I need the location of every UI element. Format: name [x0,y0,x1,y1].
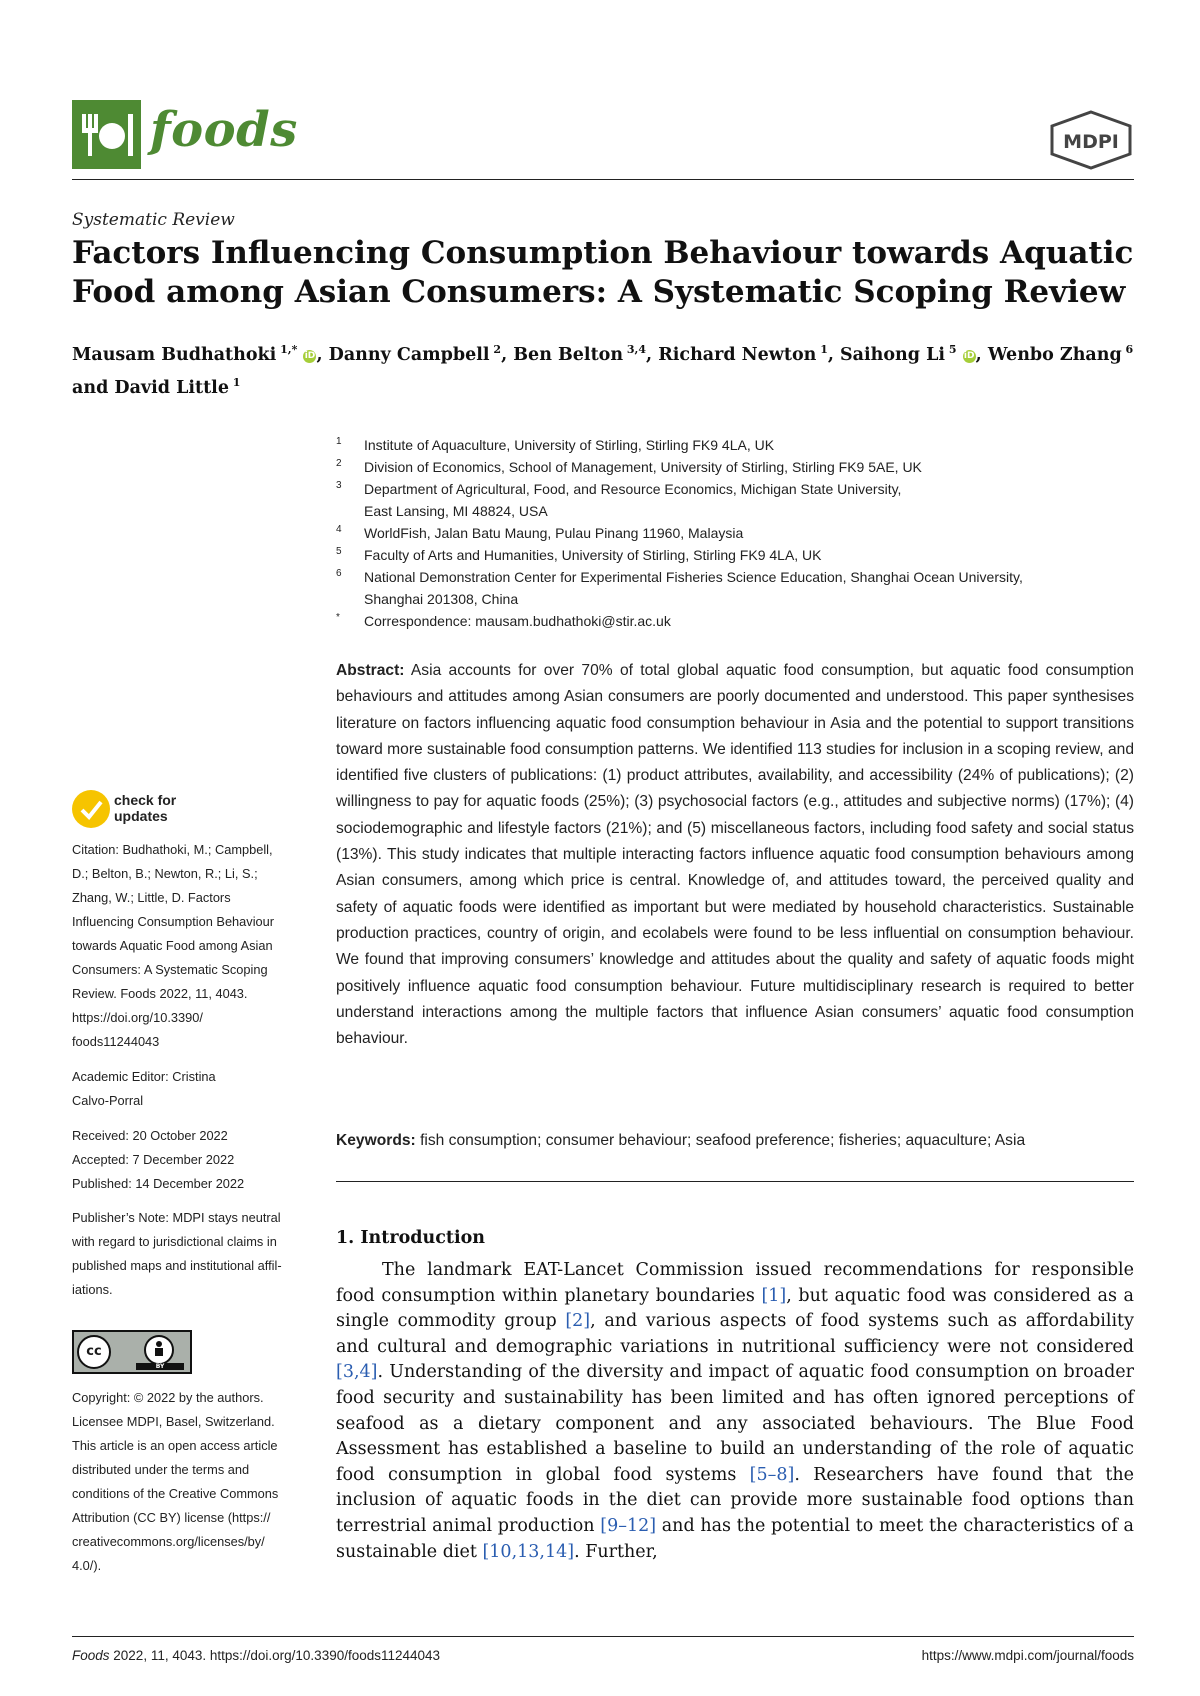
cc-by-license-badge[interactable] [72,1330,192,1374]
publisher-note-line: with regard to jurisdictional claims in [72,1234,277,1249]
section-heading: 1. Introduction [336,1228,485,1248]
cc-icon: cc [77,1335,111,1369]
affiliation-item [336,478,1136,522]
citation-line: Citation: Budhathoki, M.; Campbell, [72,842,273,857]
copyright-line: Attribution (CC BY) license (https:// [72,1510,271,1525]
intro-text: , and various aspects of food systems such as affordability and cultural and demographic variations in nutritional sufficiency were not considered [336,1311,1134,1357]
check-updates-label: check for updates [114,792,177,824]
affiliation-number: 5 [336,546,342,557]
publication-dates [72,1124,312,1196]
journal-name: foods [150,102,298,158]
citation-line: D.; Belton, B.; Newton, R.; Li, S.; [72,866,258,881]
orcid-icon[interactable]: iD [304,350,316,361]
publisher-note-line: published maps and institutional affil- [72,1258,282,1273]
author-affiliation-marker: 3,4 [623,343,647,356]
citation-line: Review. Foods 2022, 11, 4043. [72,986,248,1001]
affiliation-line: Correspondence: mausam.budhathoki@stir.ac.uk [364,613,671,629]
affiliation-number: * [336,612,340,623]
by-label: BY [136,1363,184,1370]
academic-editor [72,1065,312,1113]
footer-rule [72,1636,1134,1637]
copyright-line: conditions of the Creative Commons [72,1486,279,1501]
footer-journal-url[interactable]: https://www.mdpi.com/journal/foods [921,1648,1134,1663]
affiliation-number: 4 [336,524,342,535]
intro-text: The landmark EAT-Lancet Commission issued recommendations for responsible food consumption within planetary boundaries [336,1260,1134,1306]
affiliation-line: WorldFish, Jalan Batu Maung, Pulau Pinang 11960, Malaysia [364,525,744,541]
copyright-line: 4.0/). [72,1558,102,1573]
author-affiliation-marker: 1 [228,375,241,389]
date-line: Accepted: 7 December 2022 [72,1152,235,1167]
section-rule [336,1181,1134,1182]
intro-text: . Understanding of the diversity and impact of aquatic food consumption on broader food security and sustainability has been limited and has often ignored perceptions of seafood as a dietary component and any associated behaviours. The Blue Food Assessment has established a baseline to build an understanding of the role of aquatic food consumption in global food systems [336,1362,1134,1485]
affiliation-item [336,456,1136,478]
author-name: Wenbo Zhang [987,344,1122,365]
abstract-text: Asia accounts for over 70% of total global aquatic food consumption, but aquatic food consumption behaviours and attitudes among Asian consumers are poorly documented and understood. This paper synthesises literature on factors influencing aquatic food consumption behaviour in Asia and the potential to support transitions toward more sustainable food consumption patterns. We identified 113 studies for inclusion in a scoping review, and identified five clusters of publications: (1) product attributes, availability, and accessibility (24% of publications); (2) willingness to pay for aquatic foods (25%); (3) psychosocial factors (e.g., attitudes and subjective norms) (17%); (4) sociodemographic and lifestyle factors (21%); and (5) miscellaneous factors, including food safety and social status (13%). This study indicates that multiple interacting factors influence aquatic food consumption behaviours among Asian consumers, among which price is central. Knowledge of, and attitudes toward, the perceived quality and safety of aquatic foods were identified as important but were mediated by household characteristics. Sustainable production practices, country of origin, and ecolabels were found to be less influential on consumption behaviour. We found that improving consumers’ knowledge and attitudes about the quality and safety of aquatic foods might positively influence aquatic food consumption behaviour. Future multidisciplinary research is required to better understand interactions among the multiple factors that influence Asian consumers’ aquatic food consumption behaviour. [336,662,1134,1048]
copyright-line: Copyright: © 2022 by the authors. [72,1390,264,1405]
author-name: Mausam Budhathoki [72,344,277,365]
svg-text:MDPI: MDPI [1063,131,1119,153]
affiliation-line: National Demonstration Center for Experimental Fisheries Science Education, Shanghai Ocean University, [364,569,1023,585]
intro-text: and has the potential to meet the characteristics of a sustainable diet [336,1515,1134,1562]
publisher-note [72,1206,312,1302]
affiliations [336,434,1136,632]
affiliation-line: Department of Agricultural, Food, and Resource Economics, Michigan State University, [364,481,902,497]
author-affiliation-marker: 5 [945,343,957,356]
copyright-line: creativecommons.org/licenses/by/ [72,1534,265,1549]
citation-link[interactable]: [10,13,14] [482,1541,575,1562]
footer-citation: Foods 2022, 11, 4043. https://doi.org/10.3390/foods11244043 [72,1648,441,1663]
date-line: Received: 20 October 2022 [72,1128,228,1143]
citation-block [72,838,312,1054]
citation-line: Zhang, W.; Little, D. Factors [72,890,231,905]
affiliation-line: Faculty of Arts and Humanities, University of Stirling, Stirling FK9 4LA, UK [364,547,822,563]
publisher-note-line: iations. [72,1282,113,1297]
citation-line: Consumers: A Systematic Scoping [72,962,268,977]
editor-line: Calvo-Porral [72,1093,144,1108]
attribution-person-icon [144,1335,174,1365]
author-name: Saihong Li [840,344,946,365]
affiliation-item [336,610,1136,632]
intro-text: . Researchers have found that the inclusion of aquatic foods in the diet can provide more sustainable food options than terrestrial animal production [336,1464,1135,1536]
intro-text: , but aquatic food was considered as a single commodity group [336,1285,1134,1332]
intro-paragraph [336,1258,1134,1565]
citation-link[interactable]: [9–12] [600,1515,657,1536]
keywords [336,1129,1134,1153]
publisher-note-line: Publisher’s Note: MDPI stays neutral [72,1210,281,1225]
keywords-label: Keywords: [336,1132,416,1149]
author-name: Richard Newton [658,344,817,365]
author-affiliation-marker: 6 [1121,343,1134,356]
copyright-line: Licensee MDPI, Basel, Switzerland. [72,1414,275,1429]
citation-link[interactable]: [2] [565,1311,591,1332]
date-line: Published: 14 December 2022 [72,1176,245,1191]
affiliation-number: 6 [336,568,342,579]
check-for-updates-button[interactable] [72,790,192,828]
affiliation-item [336,434,1136,456]
author-affiliation-marker: 2 [489,343,502,356]
introduction-body [336,1258,1134,1565]
author-name: Ben Belton [513,344,624,365]
affiliation-item [336,544,1136,566]
author-affiliation-marker: 1,* [276,343,298,356]
author-name: David Little [114,377,229,398]
affiliation-item [336,522,1136,544]
affiliation-number: 2 [336,458,342,469]
affiliation-number: 1 [336,436,342,447]
citation-link[interactable]: [1] [761,1285,787,1306]
affiliation-line: East Lansing, MI 48824, USA [364,503,548,519]
citation-line: foods11244043 [72,1034,160,1049]
editor-line: Academic Editor: Cristina [72,1069,216,1084]
citation-line: Influencing Consumption Behaviour [72,914,275,929]
keywords-text: fish consumption; consumer behaviour; seafood preference; fisheries; aquaculture; Asia [420,1132,1026,1149]
citation-line: https://doi.org/10.3390/ [72,1010,203,1025]
abstract [336,658,1134,1052]
affiliation-number: 3 [336,480,342,491]
check-updates-icon [72,790,110,828]
intro-text: . Further, [574,1541,658,1562]
copyright-block [72,1386,308,1578]
article-type: Systematic Review [72,210,235,230]
mdpi-logo-icon [1048,110,1134,170]
affiliation-line: Division of Economics, School of Management, University of Stirling, Stirling FK9 5AE, UK [364,459,922,475]
author-name: Danny Campbell [328,344,490,365]
copyright-line: distributed under the terms and [72,1462,250,1477]
header-rule [72,179,1134,180]
affiliation-line: Shanghai 201308, China [364,591,519,607]
citation-line: towards Aquatic Food among Asian [72,938,273,953]
author-list: Mausam Budhathoki $^{1,*}$ iD, Danny Campbell $^2$, Ben Belton $^{3,4}$, Richard Newton $^1$, Saihong Li $^5$ iD, Wenbo Zhang $^6$ and David Little $^1$ [72,343,1134,398]
citation-link[interactable]: [3,4] [336,1362,378,1383]
copyright-line: This article is an open access article [72,1438,278,1453]
abstract-label: Abstract: [336,662,405,679]
affiliation-line: Institute of Aquaculture, University of Stirling, Stirling FK9 4LA, UK [364,437,775,453]
orcid-icon[interactable]: iD [963,350,975,361]
foods-logo-icon [72,100,141,169]
citation-link[interactable]: [5–8] [749,1464,795,1485]
article-title: Factors Influencing Consumption Behaviour towards Aquatic Food among Asian Consumers: A Systematic Scoping Review [72,235,1134,310]
affiliation-item [336,566,1136,610]
author-affiliation-marker: 1 [816,343,828,356]
